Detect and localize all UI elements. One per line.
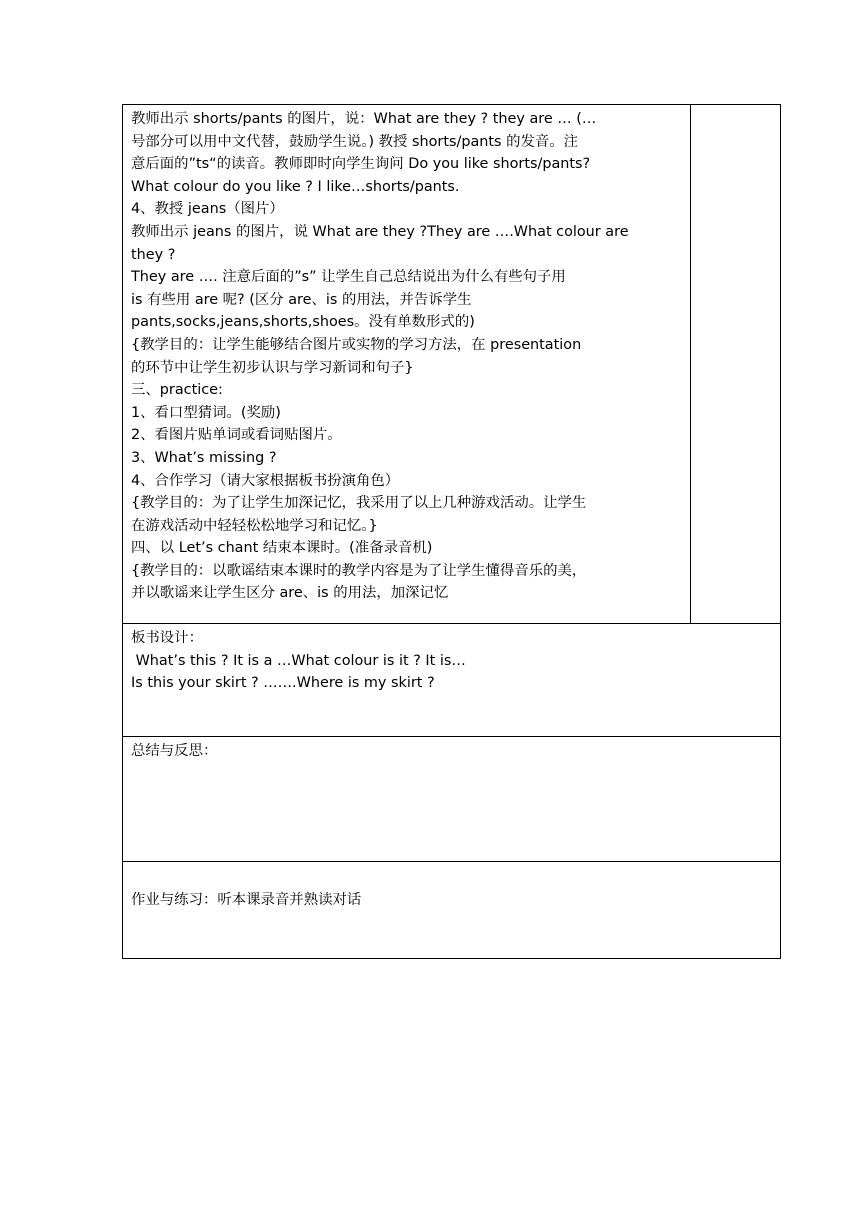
procedure-line: 四、以 Let’s chant 结束本课时。(准备录音机)	[131, 540, 433, 557]
procedure-line: is 有些用 are 呢? (区分 are、is 的用法，并告诉学生	[131, 291, 472, 308]
procedure-line: 号部分可以用中文代替，鼓励学生说。) 教授 shorts/pants 的发音。注	[131, 133, 579, 150]
procedure-line: What colour do you like ? I like…shorts/pants.	[131, 178, 460, 195]
lesson-plan-table	[122, 104, 781, 959]
notes-cell	[691, 105, 781, 624]
reflection-row	[123, 737, 781, 862]
board-design-line-2: Is this your skirt ? …….Where is my skirt ?	[131, 675, 435, 692]
procedure-row	[123, 105, 781, 624]
homework-text: 作业与练习：听本课录音并熟读对话	[131, 892, 362, 908]
procedure-line: 教师出示 shorts/pants 的图片，说：What are they ? they are … (…	[131, 111, 597, 127]
procedure-line: 1、看口型猜词。(奖励)	[131, 404, 281, 421]
procedure-line: 在游戏活动中轻轻松松地学习和记忆。}	[131, 517, 378, 534]
procedure-line: 2、看图片贴单词或看词贴图片。	[131, 427, 342, 444]
procedure-line: {教学目的：以歌谣结束本课时的教学内容是为了让学生懂得音乐的美，	[131, 562, 587, 579]
board-design-cell	[123, 624, 781, 737]
procedure-line: 3、What’s missing ?	[131, 449, 277, 466]
procedure-line: 并以歌谣来让学生区分 are、is 的用法，加深记忆	[131, 585, 449, 602]
board-design-line-1: What’s this ? It is a …What colour is it ? It is…	[131, 652, 466, 669]
procedure-line: 意后面的”ts“的读音。教师即时向学生询问 Do you like shorts/pants?	[131, 156, 591, 173]
procedure-line: 4、教授 jeans（图片）	[131, 201, 284, 218]
procedure-line: 4、合作学习（请大家根据板书扮演角色）	[131, 472, 400, 489]
procedure-line: pants,socks,jeans,shorts,shoes。没有单数形式的)	[131, 314, 475, 331]
procedure-text	[123, 105, 690, 605]
procedure-line: {教学目的：让学生能够结合图片或实物的学习方法，在 presentation	[131, 336, 582, 353]
board-design-title: 板书设计：	[131, 630, 203, 646]
homework-cell	[123, 862, 781, 959]
procedure-line: 三、practice:	[131, 382, 223, 399]
reflection-cell	[123, 737, 781, 862]
procedure-line: {教学目的：为了让学生加深记忆，我采用了以上几种游戏活动。让学生	[131, 495, 587, 512]
procedure-line: 的环节中让学生初步认识与学习新词和句子}	[131, 359, 414, 376]
board-design-row	[123, 624, 781, 737]
homework-row	[123, 862, 781, 959]
procedure-line: they ?	[131, 246, 176, 263]
procedure-cell	[123, 105, 691, 624]
procedure-line: They are …. 注意后面的”s” 让学生自己总结说出为什么有些句子用	[131, 269, 566, 286]
reflection-title: 总结与反思：	[131, 743, 218, 759]
procedure-line: 教师出示 jeans 的图片，说 What are they ?They are ….What colour are	[131, 223, 629, 240]
